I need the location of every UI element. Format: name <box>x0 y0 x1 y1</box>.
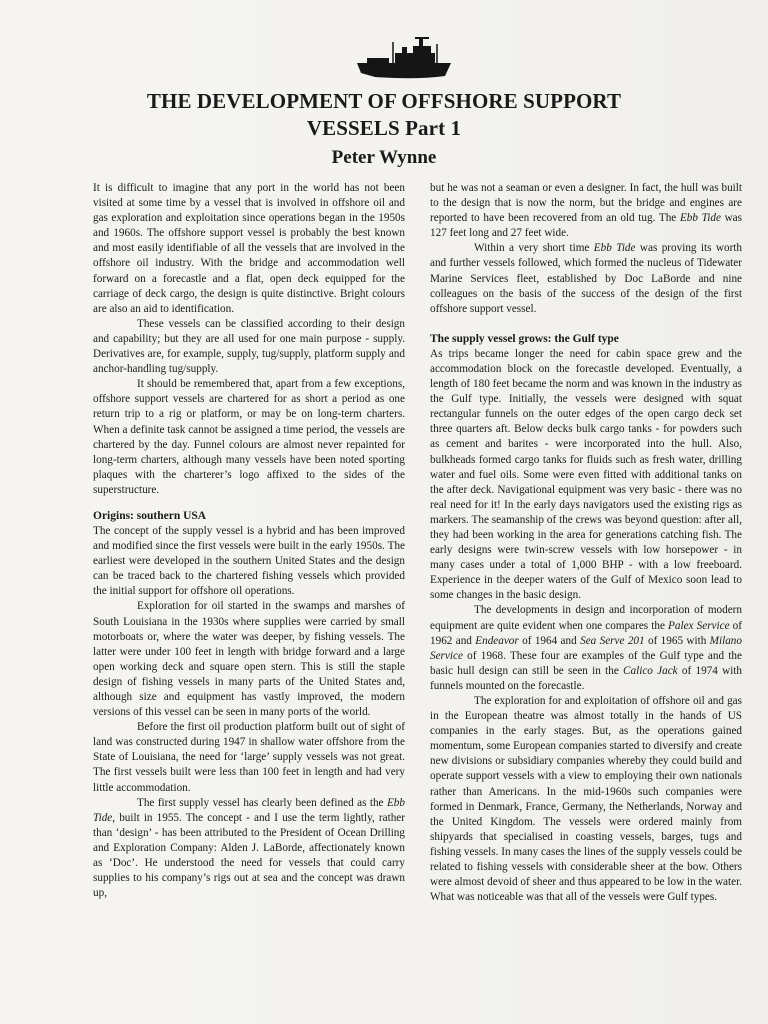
left-column <box>93 181 405 901</box>
text-run: of 1964 and <box>518 634 581 647</box>
paragraph: As trips became longer the need for cabin space grew and the accommodation block on the forecastle developed. Eventually, a length of 180 feet became the norm and was known in the industry as the Gulf type. Initially, the vessels were designed with squat rectangular funnels on the outer edges of the open cargo deck set three quarters aft. Below decks bulk cargo tanks - for powders such as cement and barites - were incorporated into the hull. Also, bulkheads formed cargo tanks for fluids such as fresh water, drilling water and fuel oils. Some were even fitted with additional tanks on the after deck. Navigational equipment was very basic - there was no real need for it! In the early days navigators used the existing rigs as markers. The seamanship of the crews was beyond question: after all, they had been working in the area for generations catching fish. The early designs were twin-screw vessels with low horsepower - in many cases under a total of 1,000 BHP - with a low freeboard. Experience in the deeper waters of the Gulf of Mexico soon lead to some changes in the basic design. <box>430 347 742 602</box>
paragraph <box>430 241 742 316</box>
text-run: , built in 1955. The concept - and I use the term lightly, rather than ‘design’ - has been attributed to the President of Ocean Drilling and Exploration Company: Alden J. LaBorde, affectionately known as ‘Doc’. He understood the need for vessels that could carry supplies to his company’s rigs out at sea and the concept was drawn up, <box>93 811 405 900</box>
text-run: but he was not a seaman or even a designer. In fact, the hull was built to the design that is now the norm, but the bridge and engines are reported to have been recovered from an old tug. The <box>430 182 742 225</box>
title-line-2: VESSELS Part 1 <box>306 116 462 140</box>
paragraph: Exploration for oil started in the swamps and marshes of South Louisiana in the 1930s where supplies were carried by small motorboats or, where the water was deeper, by fishing vessels. The latter were under 100 feet in length with bridge forward and a large open working deck and square open stern. This is still the staple design of fishing vessels in many parts of the United States and, although size and equipment has vastly improved, the modern versions of this vessel can be seen in many ports of the world. <box>93 600 405 719</box>
text-run: of 1962 and <box>430 619 742 647</box>
ship-name: Ebb Tide <box>679 212 721 225</box>
article-title <box>0 88 768 142</box>
text-run: The first supply vessel has clearly been defined as the <box>137 796 387 809</box>
ship-silhouette-icon <box>355 36 455 80</box>
section-heading-origins: Origins: southern USA <box>93 509 207 522</box>
text-run: was 127 feet long and 27 feet wide. <box>430 212 742 240</box>
paragraph: Before the first oil production platform built out of sight of land was constructed during 1947 in shallow water offshore from the State of Louisiana, the need for ‘large’ supply vessels was not great. The first vessels built were less than 100 feet in length and had very little accommodation. <box>93 721 405 794</box>
text-run: The developments in design and incorporation of modern equipment are quite evident when one compares the <box>430 604 742 632</box>
ship-name: Sea Serve 201 <box>580 634 645 647</box>
author-name: Peter Wynne <box>331 147 437 168</box>
paragraph <box>430 603 742 694</box>
text-run: Within a very short time <box>474 242 594 255</box>
ship-name: Palex Service <box>668 619 730 632</box>
right-column <box>430 181 742 905</box>
text-run: of 1965 with <box>644 634 710 647</box>
section-heading-gulf-type: The supply vessel grows: the Gulf type <box>430 332 619 345</box>
ship-name: Ebb Tide <box>593 242 636 255</box>
text-run: of 1974 with funnels mounted on the forecastle. <box>430 664 742 692</box>
ship-name: Ebb Tide <box>93 796 405 824</box>
text-run: of 1968. These four are examples of the Gulf type and the basic hull design can still be seen in the <box>430 649 742 677</box>
title-line-1: THE DEVELOPMENT OF OFFSHORE SUPPORT <box>146 89 622 113</box>
text-run: was proving its worth and further vessels followed, which formed the nucleus of Tidewater Marine Services fleet, established by Doc LaBorde and nine colleagues on the basis of the success of the design of the first offshore support vessel. <box>430 242 742 315</box>
paragraph: It should be remembered that, apart from a few exceptions, offshore support vessels are chartered for as short a period as one return trip to a rig or platform, or may be on long-term charters. When a definite task cannot be assigned a time period, the vessels are chartered by the day. Funnel colours are almost never repainted for long-term charters, although many vessels have been noted sporting plaques with the charterer’s logo affixed to the sides of the superstructure. <box>93 378 405 496</box>
paragraph <box>93 796 405 902</box>
paragraph: The concept of the supply vessel is a hybrid and has been improved and modified since the first vessels were built in the early 1950s. The earliest were developed in the southern United States and the design can be traced back to the chartered fishing vessels which provided the initial support for offshore oil operations. <box>93 524 405 598</box>
paragraph <box>430 181 742 241</box>
paragraph: The exploration for and exploitation of offshore oil and gas in the European theatre was almost totally in the hands of US companies in the early stages. But, as the operations gained momentum, some European companies started to diversify and create new divisions or subsidiary companies whereby they could build and operate support vessels with a view to employing their own nationals rather than Americans. In the mid-1960s such companies were formed in Denmark, France, Germany, the Netherlands, Norway and the United Kingdom. The vessels were ordered mainly from shipyards that specialised in coasting vessels, barges, tugs and fishing vessels. In many cases the lines of the supply vessels could be related to fishing vessels with considerable sheer at the bow. Others were almost devoid of sheer and thus appeared to be low in the water. What was noticeable was that all of the vessels were Gulf types. <box>430 695 742 904</box>
paragraph: These vessels can be classified according to their design and capability; but they are all used for one main purpose - supply. Derivatives are, for example, supply, tug/supply, platform supply and anchor-handling tug/supply. <box>93 317 405 376</box>
ship-name: Calico Jack <box>623 664 678 677</box>
ship-name: Endeavor <box>475 634 519 647</box>
ship-name: Milano Service <box>430 634 742 662</box>
paragraph: It is difficult to imagine that any port in the world has not been visited at some time by a vessel that is involved in offshore oil and gas exploration and exploitation since operations began in the 1950s and 1960s. The offshore support vessel is probably the best known and most easily identifiable of all the vessels that are involved in the offshore oil industry. With the bridge and accommodation well forward on a forecastle and a flat, open deck equipped for the carriage of deck cargo, the design is quite distinctive. Bright colours are also an aid to identification. <box>93 182 405 315</box>
